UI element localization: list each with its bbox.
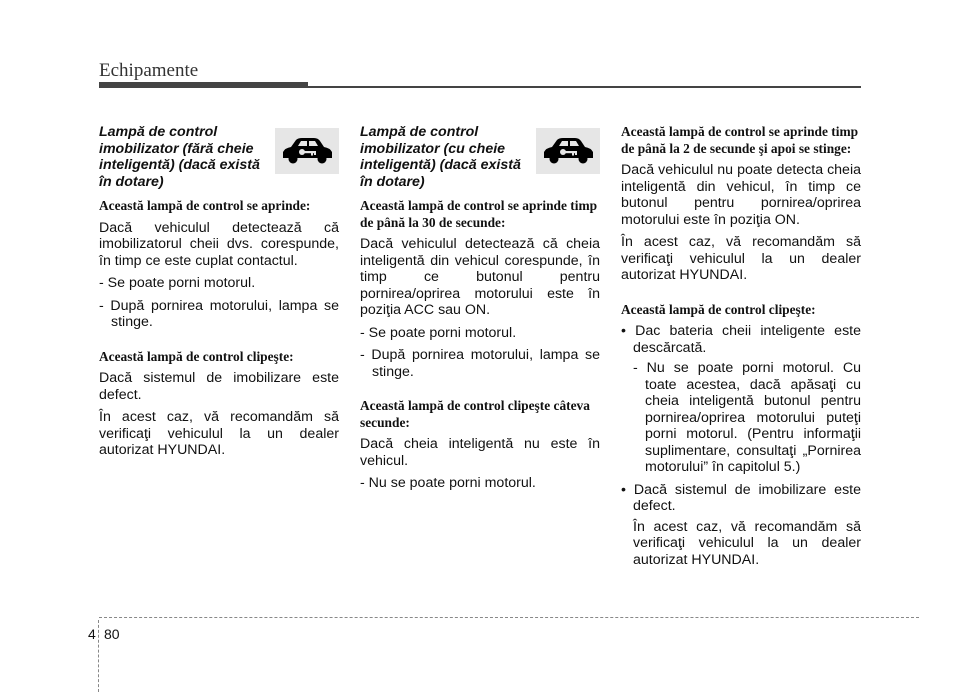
list-item: - Se poate porni motorul. [99, 275, 256, 291]
list-item: - Se poate porni motorul. [360, 324, 517, 341]
warning-lamp-heading: Lampă de control imobilizator (cu cheie inteligentă) (dacă există în dotare) [360, 124, 521, 190]
subheading: Această lampă de control se aprinde: [99, 198, 311, 213]
bullet-item: • Dacă sistemul de imobilizare este defect. [621, 481, 861, 514]
subheading: Această lampă de control se aprinde timp de până la 30 de secunde: [360, 198, 598, 230]
warning-lamp-heading: Lampă de control imobilizator (fără cheie inteligentă) (dacă există în dotare) [99, 124, 260, 190]
immobilizer-car-key-icon [275, 128, 339, 174]
page-number: 80 [104, 626, 120, 642]
paragraph: În acest caz, vă recomandăm să verificaţi vehiculul la un dealer autorizat HYUNDAI. [633, 518, 861, 568]
subheading: Această lampă de control clipeşte: [99, 348, 294, 364]
list-item: - Nu se poate porni motorul. [360, 475, 536, 491]
list-item: - După pornirea motorului, lampa se stinge. [99, 297, 339, 330]
column-2 [360, 124, 600, 498]
column-1 [99, 124, 339, 465]
paragraph: Dacă vehiculul nu poate detecta cheia inteligentă din vehicul, în timp ce butonul pentru pornirea/oprirea motorului este în poziţia ON. [621, 162, 861, 228]
chapter-number: 4 [88, 626, 96, 642]
paragraph: În acest caz, vă recomandăm să verificaţi vehiculul la un dealer autorizat HYUNDAI. [621, 234, 861, 283]
subheading: Această lampă de control clipeşte câteva secunde: [360, 398, 590, 430]
section-title: Echipamente [99, 60, 199, 81]
list-item: - Nu se poate porni motorul. Cu toate acestea, dacă apăsaţi cu cheia inteligentă butonul pentru pornirea/oprirea motorului puteţi porni motorul. (Pentru informaţii suplimentare, consultaţi „Pornirea motorului” în capitolul 5.) [633, 360, 861, 475]
subheading: Această lampă de control se aprinde timp de până la 2 de secunde şi apoi se stinge: [621, 124, 859, 156]
paragraph: Dacă sistemul de imobilizare este defect. [99, 370, 339, 403]
footer-rule [99, 617, 919, 618]
column-3 [621, 124, 861, 574]
list-item: - După pornirea motorului, lampa se stinge. [360, 347, 600, 380]
header-rule [99, 86, 861, 88]
subheading: Această lampă de control clipeşte: [621, 301, 816, 317]
paragraph: Dacă cheia inteligentă nu este în vehicul. [360, 436, 600, 469]
paragraph: În acest caz, vă recomandăm să verificaţi vehiculul la un dealer autorizat HYUNDAI. [99, 409, 339, 458]
paragraph: Dacă vehiculul detectează că imobilizatorul cheii dvs. corespunde, în timp ce este cuplat contactul. [99, 219, 339, 269]
footer-divider [98, 620, 99, 692]
paragraph: Dacă vehiculul detectează că cheia inteligentă din vehicul corespunde, în timp ce butonul pentru pornirea/oprirea motorului este în poziţia ACC sau ON. [360, 236, 600, 318]
immobilizer-car-key-icon [536, 128, 600, 174]
bullet-item: • Dac bateria cheii inteligente este descărcată. [621, 323, 861, 356]
